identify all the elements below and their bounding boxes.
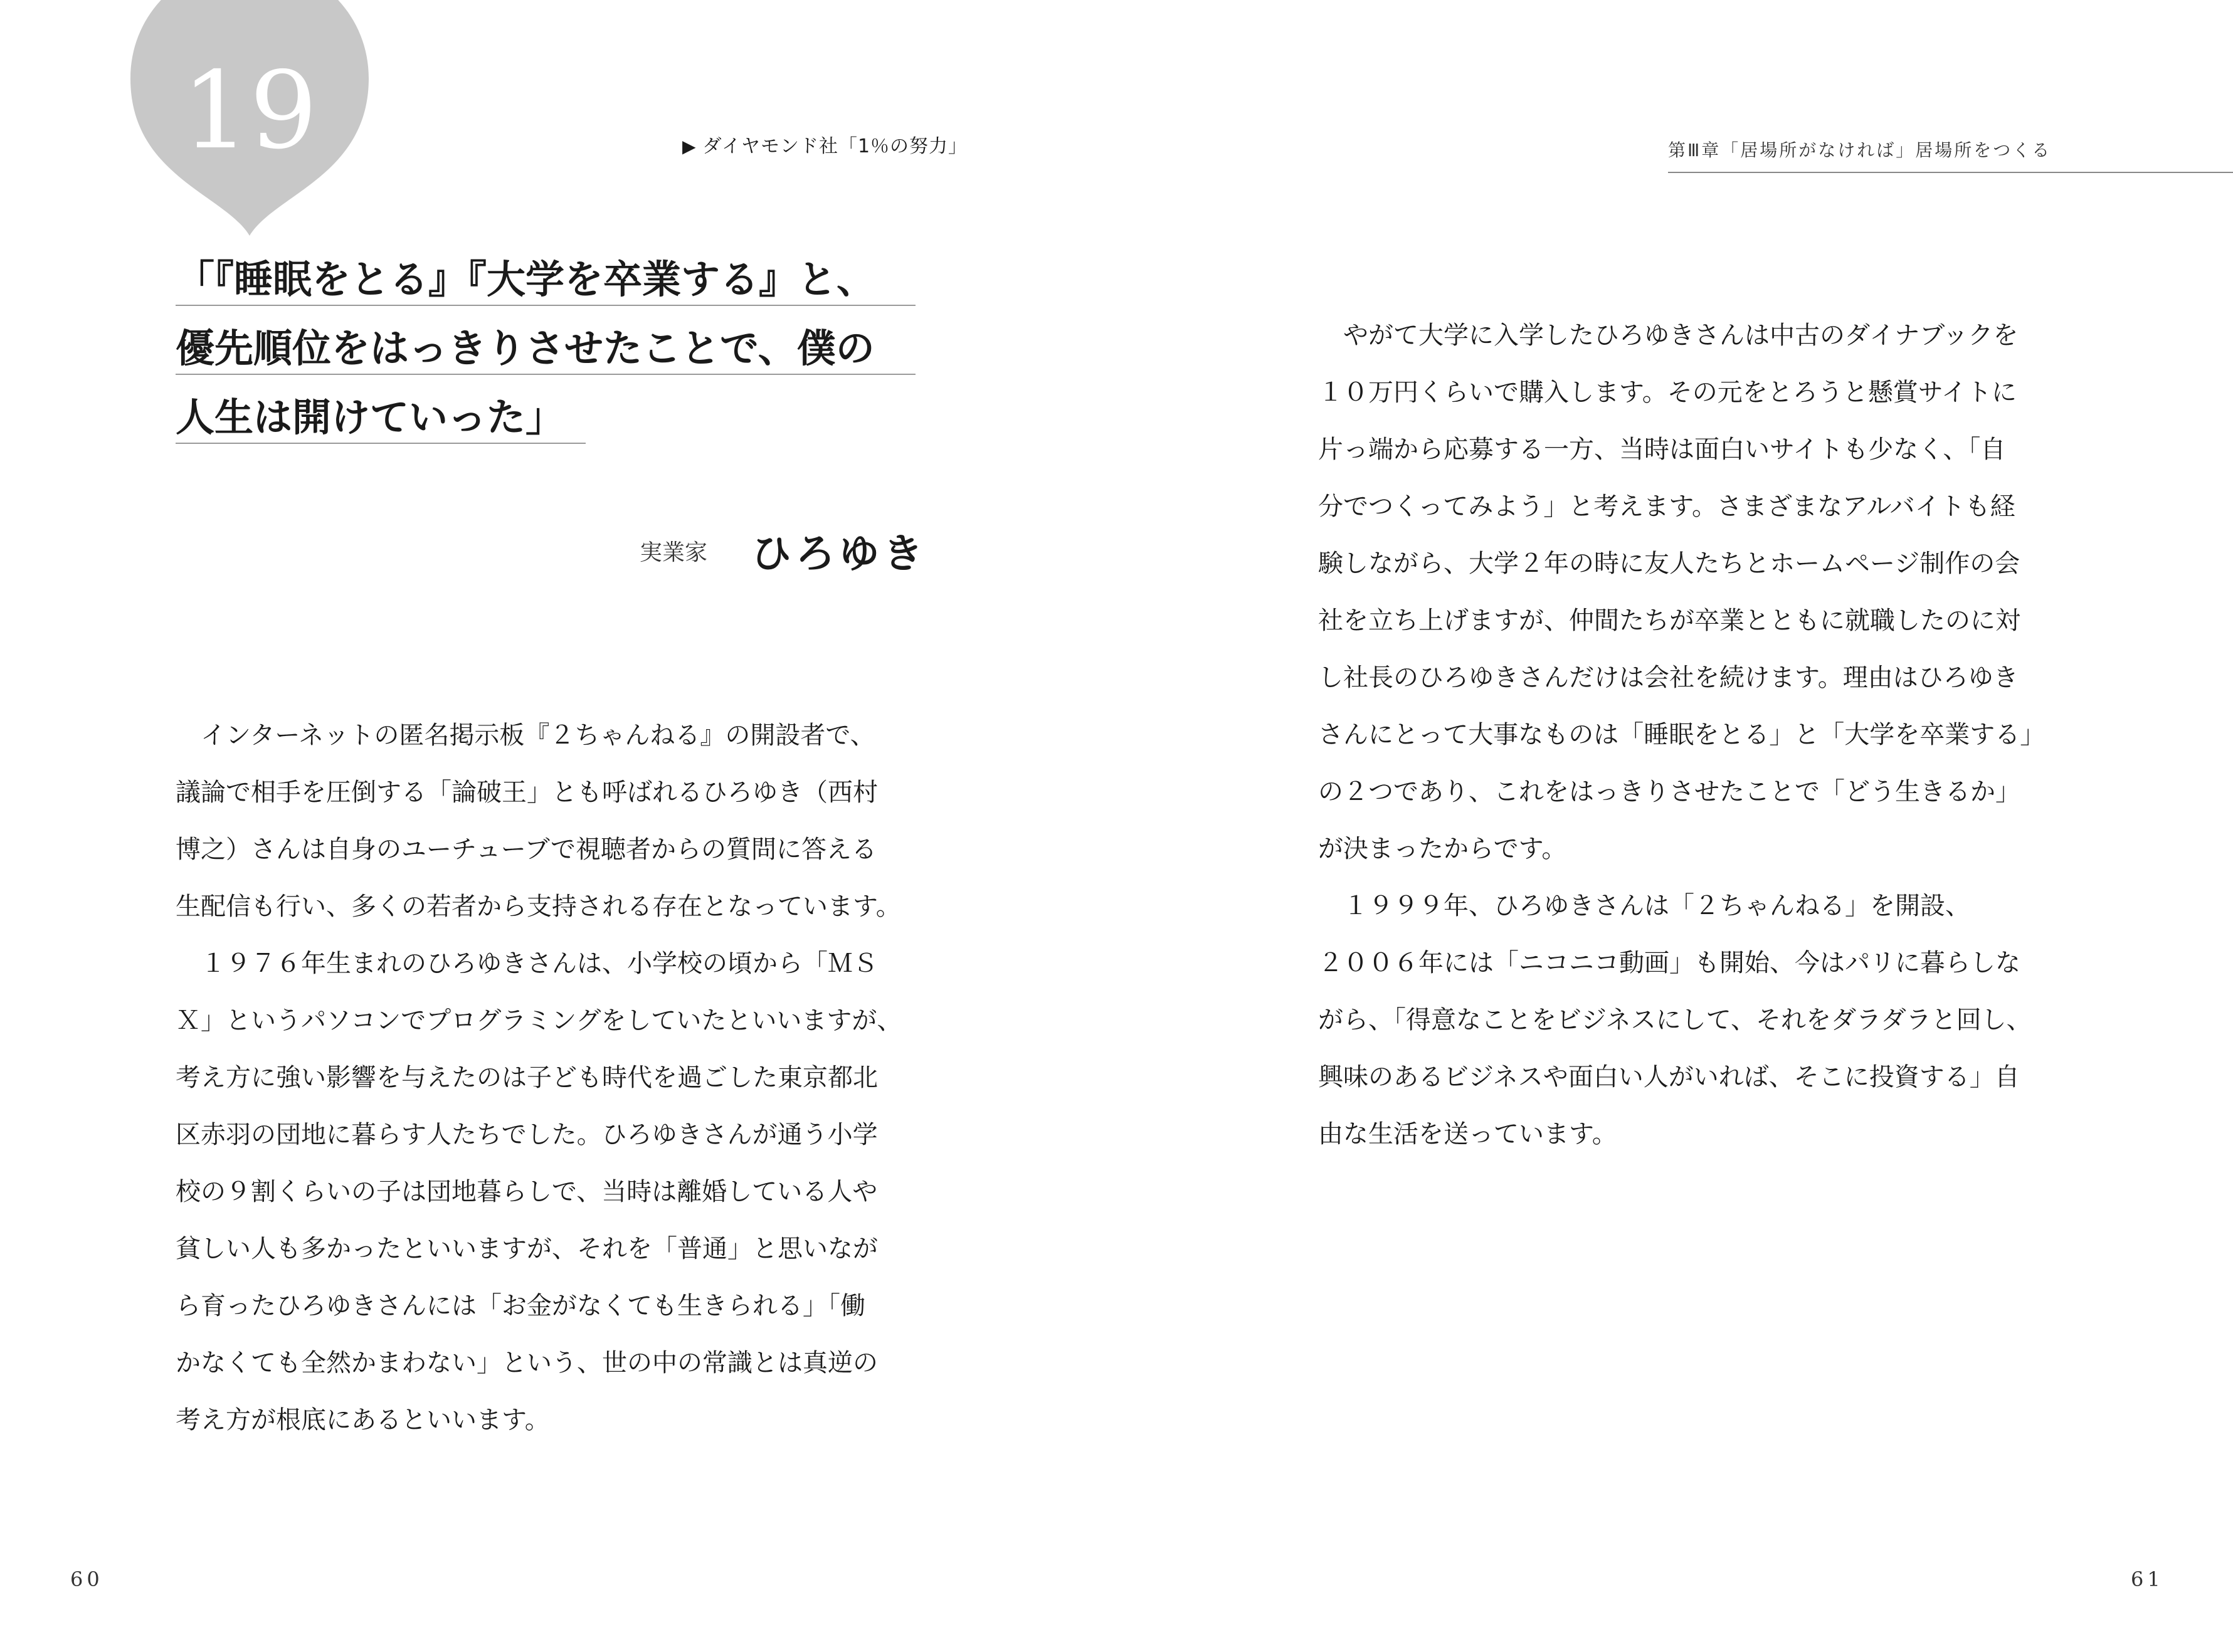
body-line: 考え方が根底にあるといいます。 [176, 1406, 550, 1434]
body-line: やがて大学に入学したひろゆきさんは中古のダイナブックを [1318, 321, 2019, 350]
body-line: 験しながら、大学２年の時に友人たちとホームページ制作の会 [1318, 549, 2020, 578]
body-line: 片っ端から応募する一方、当時は面白いサイトも少なく、「自 [1318, 435, 2006, 464]
left-body-text [176, 707, 916, 1449]
body-line: 貧しい人も多かったといいますが、それを「普通」と思いなが [176, 1234, 878, 1263]
source-citation [682, 130, 968, 158]
body-line: 興味のあるビジネスや面白い人がいれば、そこに投資する」自 [1318, 1063, 2020, 1092]
body-line: 生配信も行い、多くの若者から支持される存在となっています。 [176, 892, 901, 921]
body-line: 区赤羽の団地に暮らす人たちでした。ひろゆきさんが通う小学 [176, 1120, 878, 1149]
body-line: かなくても全然かまわない」という、世の中の常識とは真逆の [176, 1349, 878, 1377]
body-line: し社長のひろゆきさんだけは会社を続けます。理由はひろゆき [1318, 663, 2019, 692]
body-line: の２つであり、これをはっきりさせたことで「どう生きるか」 [1318, 777, 2020, 806]
running-head-rule [1668, 172, 2233, 173]
right-page [1116, 0, 2233, 1652]
person-role: 実業家 [640, 539, 708, 566]
body-line: がら、「得意なことをビジネスにして、それをダラダラと回し、 [1318, 1006, 2032, 1034]
page-number-right: 61 [2131, 1567, 2164, 1591]
body-line: 議論で相手を圧倒する「論破王」とも呼ばれるひろゆき（西村 [176, 778, 878, 807]
triangle-bullet-icon: ▶ [682, 136, 697, 157]
body-line: 考え方に強い影響を与えたのは子ども時代を過ごした東京都北 [176, 1063, 878, 1092]
headline-line-1: 「『睡眠をとる』『大学を卒業する』と、 [176, 255, 916, 306]
left-page [0, 0, 1116, 1652]
body-line: 社を立ち上げますが、仲間たちが卒業とともに就職したのに対 [1318, 606, 2020, 635]
body-line: 由な生活を送っています。 [1318, 1120, 1617, 1149]
right-body-text [1318, 307, 2058, 1163]
body-line: が決まったからです。 [1318, 834, 1567, 863]
body-line: １９９９年、ひろゆきさんは「２ちゃんねる」を開設、 [1318, 892, 1970, 920]
chapter-number: 19 [181, 49, 318, 173]
body-line: １９７６年生まれのひろゆきさんは、小学校の頃から「ＭＳ [176, 949, 878, 978]
source-text: ダイヤモンド社「1％の努力」 [702, 135, 968, 157]
person-credit [640, 522, 927, 579]
body-line: インターネットの匿名掲示板『２ちゃんねる』の開設者で、 [176, 721, 875, 750]
body-line: 校の９割くらいの子は団地暮らしで、当時は離婚している人や [176, 1177, 878, 1206]
body-line: 分でつくってみよう」と考えます。さまざまなアルバイトも経 [1318, 492, 2015, 521]
headline-quote [176, 255, 916, 461]
body-line: ２００６年には「ニコニコ動画」も開始、今はパリに暮らしな [1318, 949, 2020, 977]
person-name: ひろゆき [751, 531, 927, 577]
running-head: 第Ⅲ章「居場所がなければ」居場所をつくる [1668, 140, 2052, 160]
body-line: １０万円くらいで購入します。その元をとろうと懸賞サイトに [1318, 378, 2017, 407]
body-line: Ｘ」というパソコンでプログラミングをしていたといいますが、 [176, 1006, 902, 1035]
body-line: 博之）さんは自身のユーチューブで視聴者からの質問に答える [176, 835, 877, 864]
body-line: さんにとって大事なものは「睡眠をとる」と「大学を卒業する」 [1318, 720, 2046, 749]
headline-line-3: 人生は開けていった」 [176, 392, 586, 444]
headline-line-2: 優先順位をはっきりさせたことで、僕の [176, 324, 916, 375]
page-number-left: 60 [70, 1567, 103, 1591]
body-line: ら育ったひろゆきさんには「お金がなくても生きられる」「働 [176, 1292, 865, 1320]
